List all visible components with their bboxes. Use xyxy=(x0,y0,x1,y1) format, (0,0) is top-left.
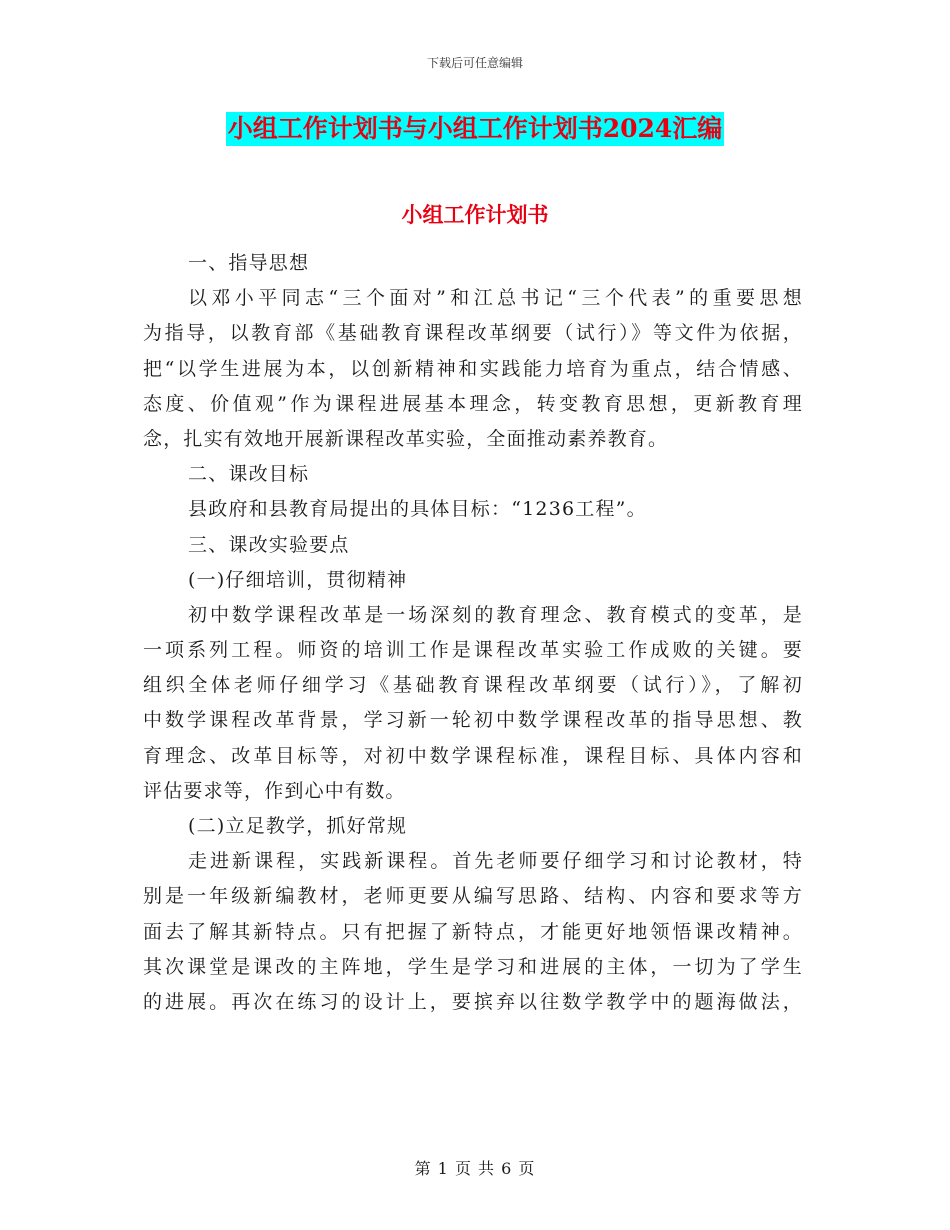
paragraph-line: 念，扎实有效地开展新课程改革实验，全面推动素养教育。 xyxy=(143,427,669,450)
paragraph-line: 面去了解其新特点。只有把握了新特点，才能更好地领悟课改精神。 xyxy=(143,920,803,943)
paragraph-line: 为指导，以教育部《基础教育课程改革纲要（试行）》等文件为依据， xyxy=(143,322,803,345)
paragraph-line: 育理念、改革目标等，对初中数学课程标准，课程目标、具体内容和 xyxy=(143,744,803,767)
paragraph-line: 中数学课程改革背景，学习新一轮初中数学课程改革的指导思想、教 xyxy=(143,709,803,732)
heading-experiment-points: 三、课改实验要点 xyxy=(188,533,350,556)
paragraph-line: 其次课堂是课改的主阵地，学生是学习和进展的主体，一切为了学生 xyxy=(143,955,803,978)
subheading-training: (一)仔细培训，贯彻精神 xyxy=(188,568,408,591)
paragraph-line: 态度、价值观”作为课程进展基本理念，转变教育思想，更新教育理 xyxy=(143,392,803,415)
subheading-teaching: (二)立足教学，抓好常规 xyxy=(188,815,408,837)
paragraph-line: 以邓小平同志“三个面对”和江总书记“三个代表”的重要思想 xyxy=(188,287,803,310)
paragraph-line: 的进展。再次在练习的设计上，要摈弃以往数学教学中的题海做法， xyxy=(143,990,803,1013)
heading-reform-goal: 二、课改目标 xyxy=(188,463,310,486)
paragraph-line: 组织全体老师仔细学习《基础教育课程改革纲要（试行）》，了解初 xyxy=(143,674,803,697)
document-main-title: 小组工作计划书与小组工作计划书2024汇编 xyxy=(226,112,725,146)
paragraph-line: 一项系列工程。师资的培训工作是课程改革实验工作成败的关键。要 xyxy=(143,639,803,662)
main-title-wrap xyxy=(0,112,950,146)
page-number-footer: 第 1 页 共 6 页 xyxy=(414,1159,536,1178)
paragraph-line: 把“以学生进展为本，以创新精神和实践能力培育为重点，结合情感、 xyxy=(143,357,803,380)
header-note: 下载后可任意编辑 xyxy=(426,56,523,70)
paragraph-line: 走进新课程，实践新课程。首先老师要仔细学习和讨论教材，特 xyxy=(188,850,803,873)
section-title: 小组工作计划书 xyxy=(401,202,549,227)
paragraph-line: 评估要求等，作到心中有数。 xyxy=(143,779,406,802)
document-body xyxy=(143,246,803,1020)
paragraph-line: 县政府和县教育局提出的具体目标：“1236工程”。 xyxy=(188,498,647,521)
heading-guiding-thought: 一、指导思想 xyxy=(188,252,310,274)
paragraph-line: 初中数学课程改革是一场深刻的教育理念、教育模式的变革，是 xyxy=(188,603,803,626)
paragraph-line: 别是一年级新编教材，老师更要从编写思路、结构、内容和要求等方 xyxy=(143,885,803,908)
